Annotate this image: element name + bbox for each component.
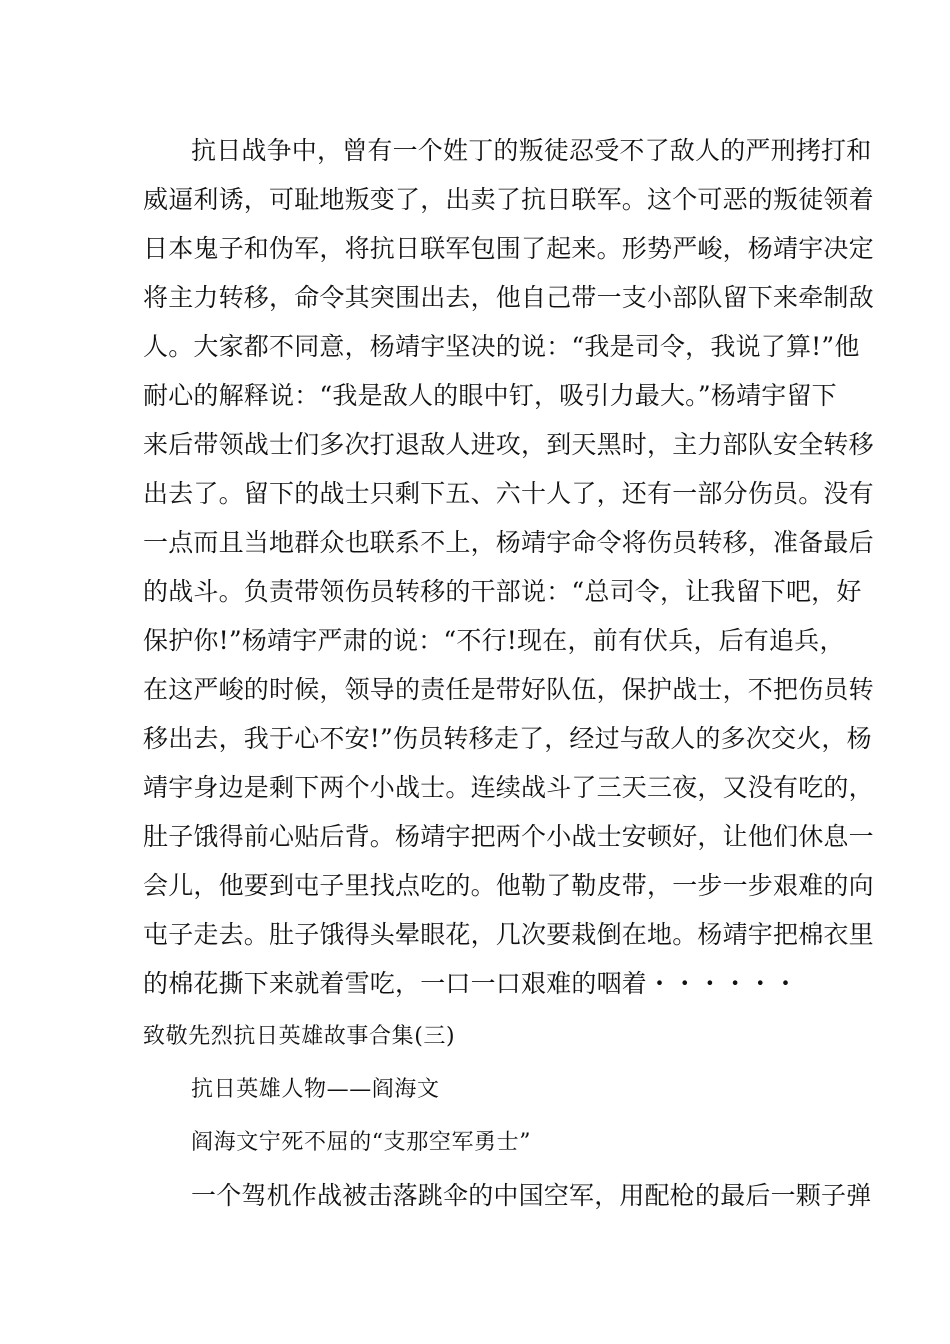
body-line: 的战斗。负责带领伤员转移的干部说：“总司令，让我留下吧，好 bbox=[143, 577, 862, 606]
body-line: 耐心的解释说：“我是敌人的眼中钉，吸引力最大。”杨靖宇留下 bbox=[143, 381, 837, 410]
body-line: 一个驾机作战被击落跳伞的中国空军，用配枪的最后一颗子弹 bbox=[191, 1181, 872, 1210]
body-line: 屯子走去。肚子饿得头晕眼花，几次要栽倒在地。杨靖宇把棉衣里 bbox=[143, 920, 874, 949]
body-line: 保护你!”杨靖宇严肃的说：“不行!现在，前有伏兵，后有追兵， bbox=[143, 626, 845, 655]
body-line: 日本鬼子和伪军，将抗日联军包围了起来。形势严峻，杨靖宇决定 bbox=[143, 234, 874, 263]
body-line: 来后带领战士们多次打退敌人进攻，到天黑时，主力部队安全转移 bbox=[143, 430, 874, 459]
body-line: 肚子饿得前心贴后背。杨靖宇把两个小战士安顿好，让他们休息一 bbox=[143, 822, 874, 851]
body-line: 出去了。留下的战士只剩下五、六十人了，还有一部分伤员。没有 bbox=[143, 479, 874, 508]
body-line: 一点而且当地群众也联系不上，杨靖宇命令将伤员转移，准备最后 bbox=[143, 528, 874, 557]
hero-subheading: 阎海文宁死不屈的“支那空军勇士” bbox=[191, 1130, 532, 1155]
body-line: 靖宇身边是剩下两个小战士。连续战斗了三天三夜，又没有吃的， bbox=[143, 773, 874, 802]
body-line: 移出去，我于心不安!”伤员转移走了，经过与敌人的多次交火，杨 bbox=[143, 724, 872, 753]
body-line: 会儿，他要到屯子里找点吃的。他勒了勒皮带，一步一步艰难的向 bbox=[143, 871, 874, 900]
hero-heading: 抗日英雄人物——阎海文 bbox=[191, 1077, 440, 1102]
section-title: 致敬先烈抗日英雄故事合集(三) bbox=[143, 1024, 456, 1049]
body-line: 抗日战争中，曾有一个姓丁的叛徒忍受不了敌人的严刑拷打和 bbox=[191, 136, 872, 165]
body-line: 将主力转移，命令其突围出去，他自己带一支小部队留下来牵制敌 bbox=[143, 283, 874, 312]
body-line: 威逼利诱，可耻地叛变了，出卖了抗日联军。这个可恶的叛徒领着 bbox=[143, 185, 874, 214]
body-line: 的棉花撕下来就着雪吃，一口一口艰难的咽着・・・・・・ bbox=[143, 969, 799, 998]
body-line: 人。大家都不同意，杨靖宇坚决的说：“我是司令，我说了算!”他 bbox=[143, 332, 860, 361]
body-line: 在这严峻的时候，领导的责任是带好队伍，保护战士，不把伤员转 bbox=[143, 675, 874, 704]
